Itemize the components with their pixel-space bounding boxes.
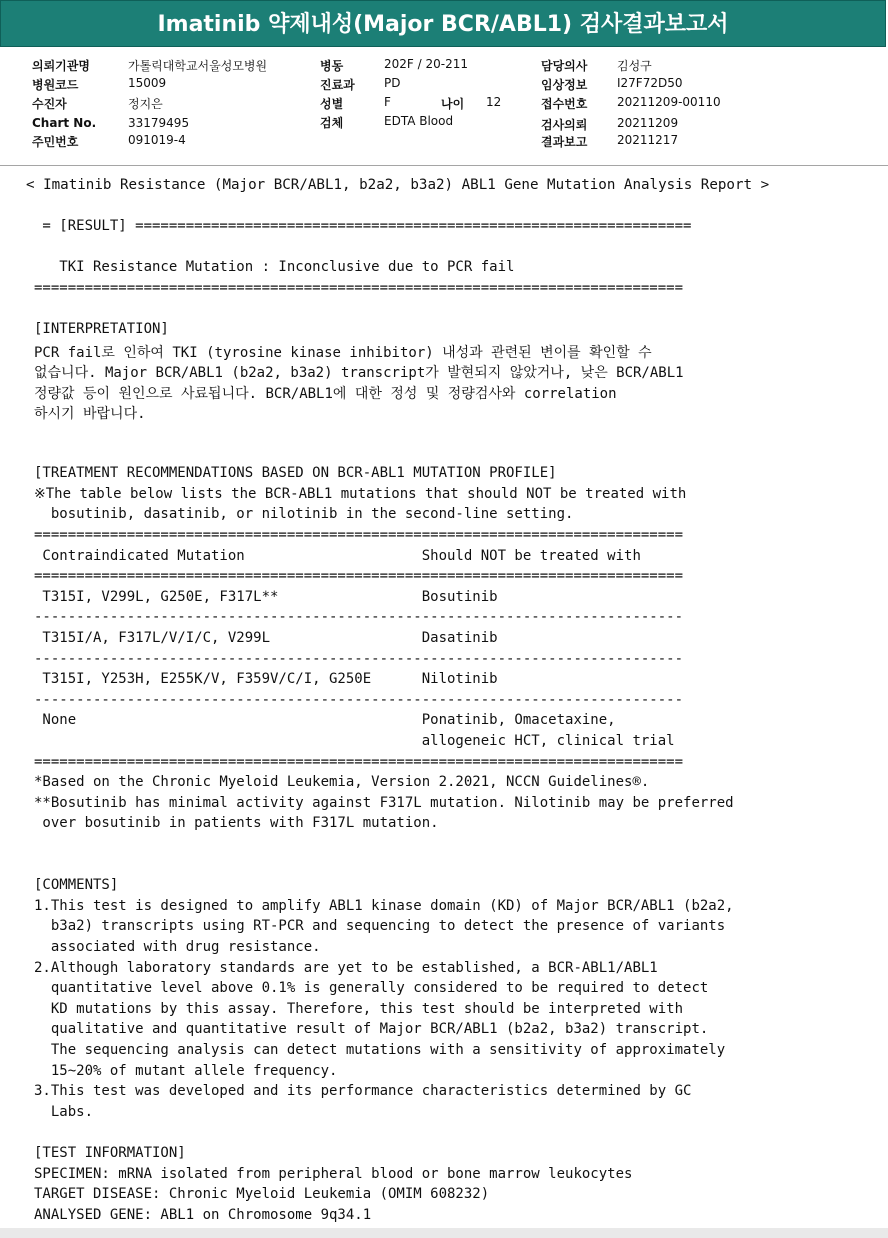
info-value-specimen: EDTA Blood [384,114,454,128]
report-body [0,166,888,1228]
info-value-receipt-no: 20211209-00110 [617,95,721,109]
report-line: T315I, V299L, G250E, F317L** Bosutinib [34,588,498,605]
info-label-patient: 수진자 [32,97,67,111]
report-line: = [RESULT] ================================================================== [34,218,692,234]
report-line: Labs. [34,1103,94,1120]
info-value-report-date: 20211217 [617,133,679,147]
info-value-request-date: 20211209 [617,116,679,130]
report-line: ----------------------------------------------------------------------------- [34,691,684,708]
info-label-department: 진료과 [320,78,355,92]
report-heading: < Imatinib Resistance (Major BCR/ABL1, b2a2, b3a2) ABL1 Gene Mutation Analysis Report > [26,177,770,193]
report-line: TKI Resistance Mutation : Inconclusive due to PCR fail [34,259,515,276]
info-label-clinical-info: 임상정보 [541,78,588,92]
report-line: The sequencing analysis can detect mutations with a sensitivity of approximately [34,1042,726,1058]
info-value-sex: F [384,95,391,109]
report-line: qualitative and quantitative result of Major BCR/ABL1 (b2a2, b3a2) transcript. [34,1021,709,1038]
info-value-resident-no: 091019-4 [128,133,186,147]
info-label-specimen: 검체 [320,116,344,130]
patient-info [0,0,888,165]
report-line: over bosutinib in patients with F317L mutation. [34,815,439,832]
info-label-sex: 성별 [320,97,344,111]
info-value-ward: 202F / 20-211 [384,57,468,71]
info-value-department: PD [384,76,401,90]
report-line: *Based on the Chronic Myeloid Leukemia, Version 2.2021, NCCN Guidelines®. [34,774,650,791]
report-line: ============================================================================= [34,527,684,543]
info-label-ward: 병동 [320,59,344,73]
report-line: KD mutations by this assay. Therefore, this test should be interpreted with [34,1000,684,1017]
report-line: [TREATMENT RECOMMENDATIONS BASED ON BCR-ABL1 MUTATION PROFILE] [34,465,557,482]
report-line: T315I, Y253H, E255K/V, F359V/C/I, G250E Nilotinib [34,671,498,688]
info-value-age: 12 [486,95,502,109]
report-line: ANALYSED GENE: ABL1 on Chromosome 9q34.1 [34,1206,372,1223]
report-line: [TEST INFORMATION] [34,1145,186,1161]
report-line: [COMMENTS] [34,877,119,894]
report-line: bosutinib, dasatinib, or nilotinib in the second-line setting. [34,506,574,523]
info-label-age: 나이 [441,97,465,111]
report-line: 정량값 등이 원인으로 사료됩니다. BCR/ABL1에 대한 정성 및 정량검사와 correlation [34,385,617,402]
report-line: 2.Although laboratory standards are yet to be established, a BCR-ABL1/ABL1 [34,959,658,976]
report-line: allogeneic HCT, clinical trial [34,733,675,749]
report-line: 하시기 바랍니다. [34,406,146,423]
report-line: SPECIMEN: mRNA isolated from peripheral blood or bone marrow leukocytes [34,1165,633,1182]
report-line: **Bosutinib has minimal activity against F317L mutation. Nilotinib may be preferred [34,794,734,811]
report-line: None Ponatinib, Omacetaxine, [34,712,616,729]
info-value-patient: 정지은 [128,97,163,111]
report-line: [INTERPRETATION] [34,321,169,337]
report-line: ----------------------------------------------------------------------------- [34,609,684,626]
info-label-resident-no: 주민번호 [32,135,79,149]
report-line: T315I/A, F317L/V/I/C, V299L Dasatinib [34,630,498,646]
info-label-receipt-no: 접수번호 [541,97,588,111]
report-line: associated with drug resistance. [34,939,321,955]
report-line: b3a2) transcripts using RT-PCR and sequencing to detect the presence of variants [34,918,726,935]
report-line: 1.This test is designed to amplify ABL1 kinase domain (KD) of Major BCR/ABL1 (b2a2, [34,897,734,914]
info-label-chart-no: Chart No. [32,116,97,130]
info-label-physician: 담당의사 [541,59,588,73]
info-label-hospital-code: 병원코드 [32,78,79,92]
report-line: ============================================================================= [34,279,684,296]
report-line: ============================================================================= [34,568,684,585]
report-line: 없습니다. Major BCR/ABL1 (b2a2, b3a2) transcript가 발현되지 않았거나, 낮은 BCR/ABL1 [34,365,684,382]
info-value-hospital-code: 15009 [128,76,167,90]
report-line: ※The table below lists the BCR-ABL1 mutations that should NOT be treated with [34,485,687,502]
report-line: ============================================================================= [34,753,684,770]
info-value-institution: 가톨릭대학교서울성모병원 [128,59,268,73]
bottom-scroll-area [0,1228,888,1238]
report-line: quantitative level above 0.1% is generally considered to be required to detect [34,980,709,997]
report-line: ----------------------------------------------------------------------------- [34,650,684,667]
report-line: TARGET DISEASE: Chronic Myeloid Leukemia (OMIM 608232) [34,1186,490,1203]
report-line: PCR fail로 인하여 TKI (tyrosine kinase inhibitor) 내성과 관련된 변이를 확인할 수 [34,344,652,361]
report-line: 15~20% of mutant allele frequency. [34,1062,338,1079]
info-label-request-date: 검사의뢰 [541,118,588,132]
info-value-clinical-info: I27F72D50 [617,76,683,90]
report-line: Contraindicated Mutation Should NOT be treated with [34,547,641,564]
report-title: Imatinib 약제내성(Major BCR/ABL1) 검사결과보고서 [157,12,729,37]
info-label-institution: 의뢰기관명 [32,59,90,73]
report-line: 3.This test was developed and its performance characteristics determined by GC [34,1083,692,1100]
info-label-report-date: 결과보고 [541,135,588,149]
info-value-physician: 김성구 [617,59,652,73]
info-value-chart-no: 33179495 [128,116,190,130]
